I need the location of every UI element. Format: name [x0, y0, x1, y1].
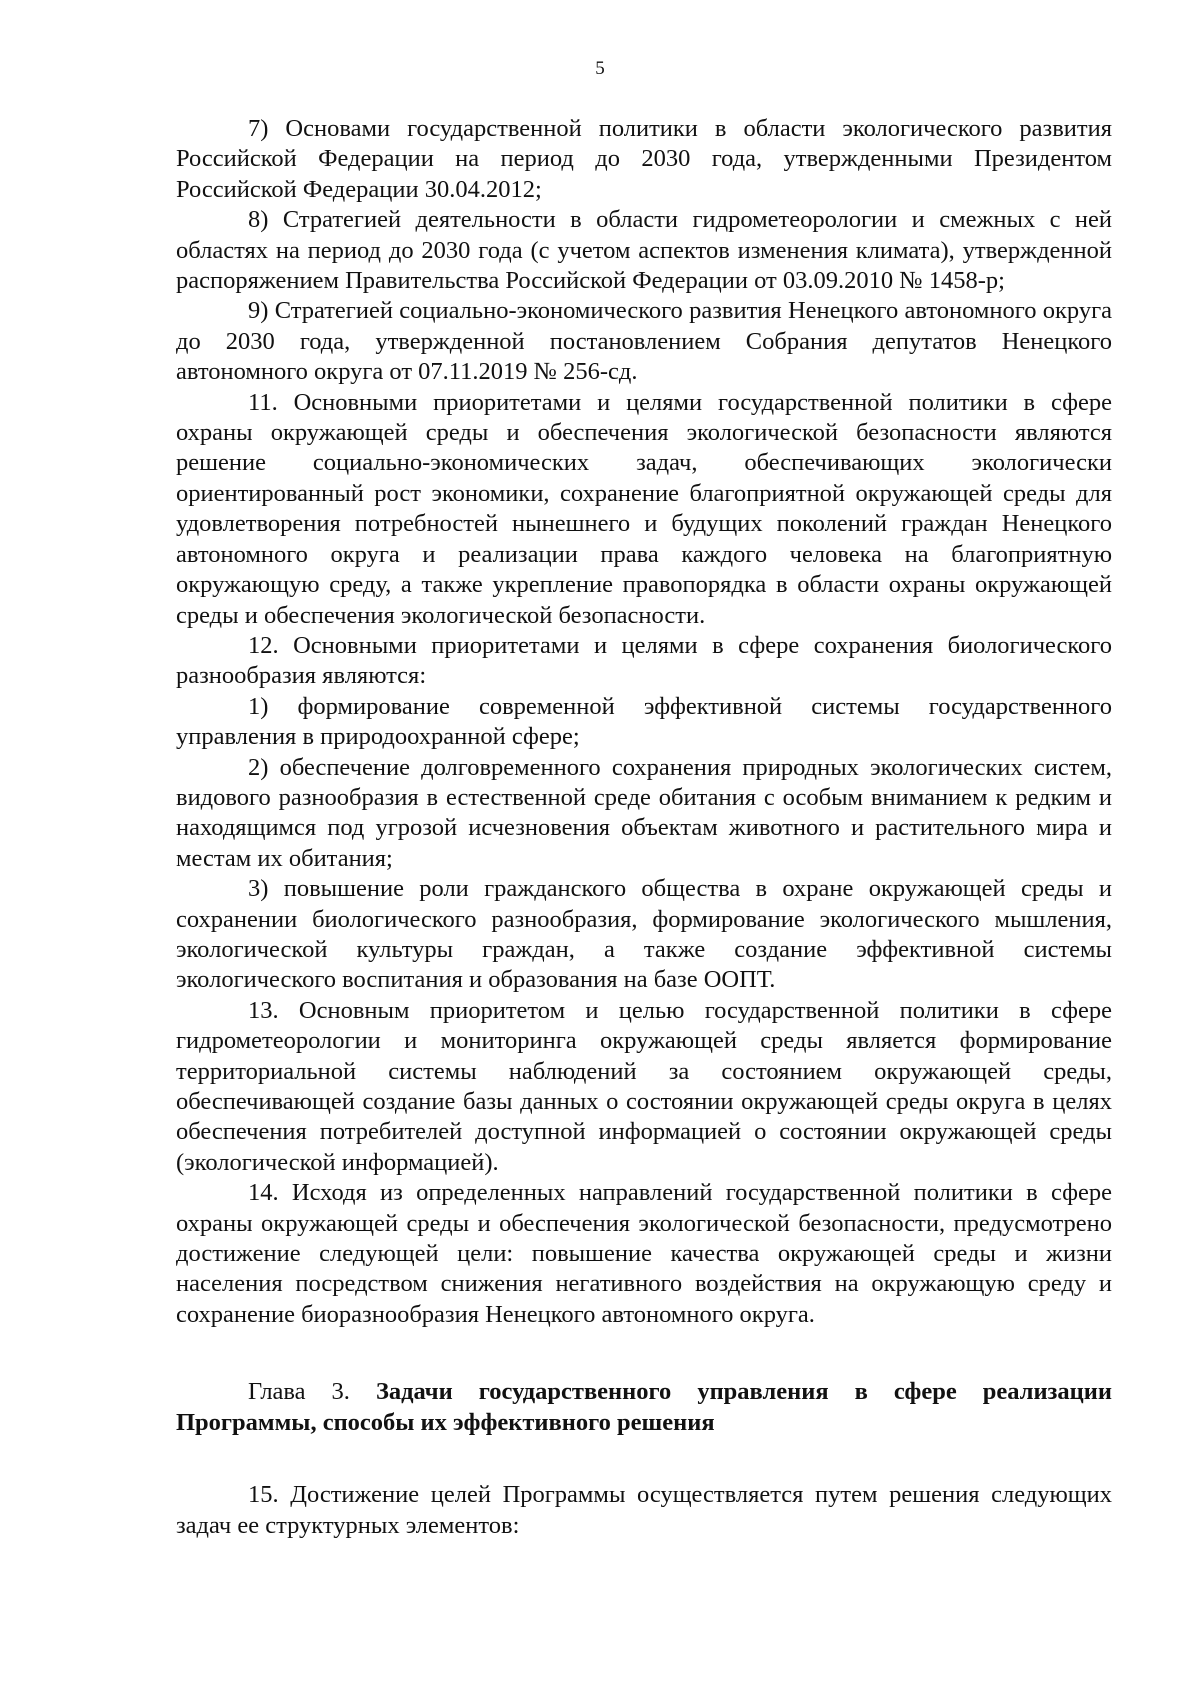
paragraph-12-item-3: 3) повышение роли гражданского общества в охране окружающей среды и сохранении биологического разнообразия, формирование экологического мышления, экологической культуры граждан, а также создание эффективной системы экологического воспитания и образования на базе ООПТ.: [176, 875, 1112, 994]
paragraph-11: 11. Основными приоритетами и целями государственной политики в сфере охраны окружающей среды и обеспечения экологической безопасности являются решение социально-экономических задач, обеспечивающих экологически ориентированный рост экономики, сохранение благоприятной окружающей среды для удовлетворения потребностей нынешнего и будущих поколений граждан Ненецкого автономного округа и реализации права каждого человека на благоприятную окружающую среду, а также укрепление правопорядка в области охраны окружающей среды и обеспечения экологической безопасности.: [176, 388, 1112, 629]
chapter-prefix: Глава 3.: [248, 1378, 376, 1406]
paragraph-15: 15. Достижение целей Программы осуществляется путем решения следующих задач ее структурных элементов:: [176, 1481, 1112, 1539]
page-number: 5: [595, 58, 605, 79]
chapter-title: Задачи государственного управления в сфере реализации Программы, способы их эффективного решения: [176, 1378, 1112, 1437]
paragraph-9: 9) Стратегией социально-экономического развития Ненецкого автономного округа до 2030 года, утвержденной постановлением Собрания депутатов Ненецкого автономного округа от 07.11.2019 № 256-сд.: [176, 297, 1112, 386]
document-body: [176, 114, 1112, 1541]
paragraph-12-item-1: 1) формирование современной эффективной системы государственного управления в природоохранной сфере;: [176, 692, 1112, 751]
chapter-heading: [176, 1376, 1112, 1438]
paragraph-8: 8) Стратегией деятельности в области гидрометеорологии и смежных с ней областях на период до 2030 года (с учетом аспектов изменения климата), утвержденной распоряжением Правительства Российской Федерации от 03.09.2010 № 1458-р;: [176, 206, 1112, 295]
paragraph-13: 13. Основным приоритетом и целью государственной политики в сфере гидрометеорологии и мониторинга окружающей среды является формирование территориальной системы наблюдений за состоянием окружающей среды, обеспечивающей создание базы данных о состоянии окружающей среды округа в целях обеспечения потребителей доступной информацией о состоянии окружающей среды (экологической информацией).: [176, 996, 1112, 1176]
paragraph-12: 12. Основными приоритетами и целями в сфере сохранения биологического разнообразия являются:: [176, 631, 1112, 690]
paragraph-14: 14. Исходя из определенных направлений государственной политики в сфере охраны окружающей среды и обеспечения экологической безопасности, предусмотрено достижение следующей цели: повышение качества окружающей среды и жизни населения посредством снижения негативного воздействия на окружающую среду и сохранение биоразнообразия Ненецкого автономного округа.: [176, 1179, 1112, 1328]
paragraph-12-item-2: 2) обеспечение долговременного сохранения природных экологических систем, видового разнообразия в естественной среде обитания с особым вниманием к редким и находящимся под угрозой исчезновения объектам животного и растительного мира и местам их обитания;: [176, 753, 1112, 872]
paragraph-7: 7) Основами государственной политики в области экологического развития Российской Федерации на период до 2030 года, утвержденными Президентом Российской Федерации 30.04.2012;: [176, 115, 1112, 203]
